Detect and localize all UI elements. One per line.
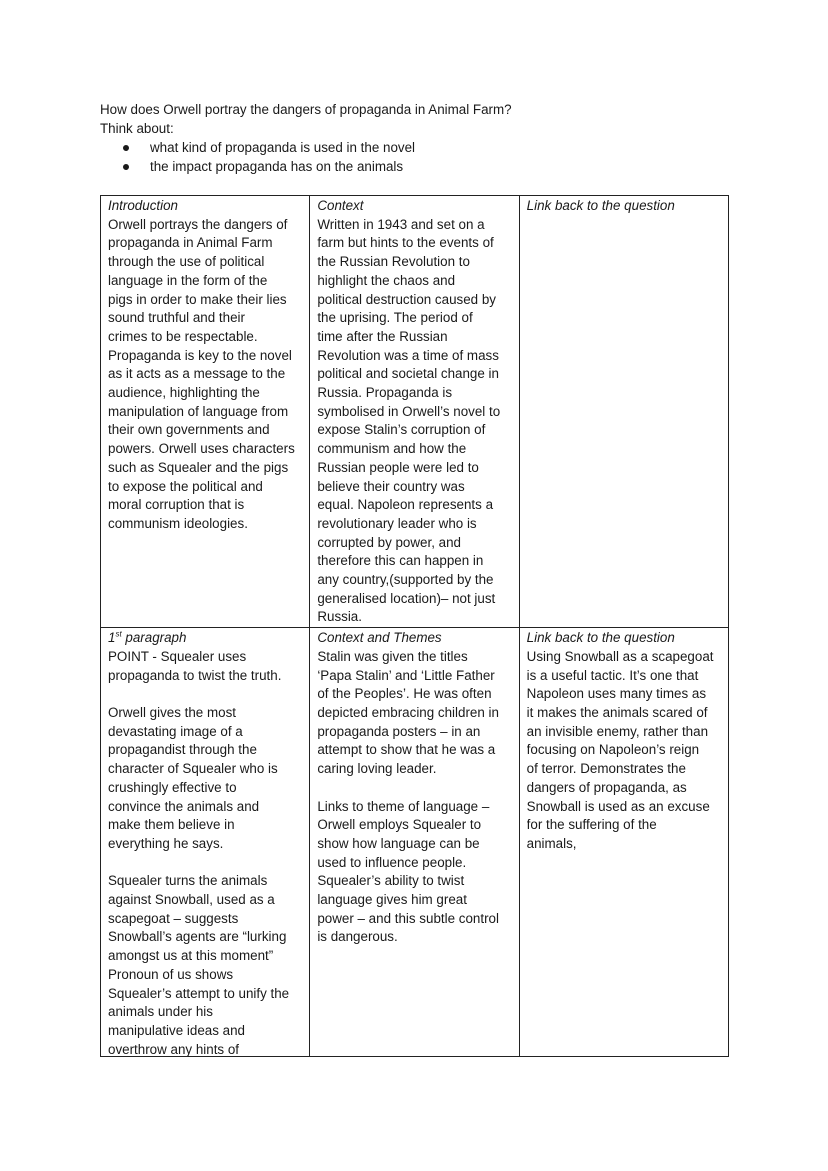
table-row	[101, 196, 729, 628]
cell-heading: Link back to the question	[526, 198, 675, 213]
prompt-bullet-list	[100, 138, 740, 176]
cell-body: POINT - Squealer uses propaganda to twist the truth. Orwell gives the most devastating image of a propagandist through the character of Squealer who is crushingly effective to convince the animals and make them believe in everything he says. Squealer turns the animals against Snowball, used as a scapegoat – suggests Snowball’s agents are “lurking amongst us at this moment” Pronoun of us shows Squealer’s attempt to unify the animals under his manipulative ideas and overthrow any hints of	[108, 648, 290, 1057]
essay-plan-table	[100, 195, 729, 1057]
cell-heading: Link back to the question	[526, 630, 675, 646]
cell-heading: Introduction	[108, 198, 178, 213]
introduction-cell	[101, 196, 310, 628]
context-themes-cell	[310, 628, 519, 1057]
prompt-bullet: the impact propaganda has on the animals	[150, 157, 740, 176]
prompt-bullet: what kind of propaganda is used in the novel	[150, 138, 740, 157]
link-back-cell	[519, 196, 728, 628]
link-back-cell	[519, 628, 728, 1057]
think-about-label: Think about:	[100, 121, 174, 136]
cell-body: Using Snowball as a scapegoat is a useful tactic. It’s one that Napoleon uses many times as it makes the animals scared of an invisible enemy, rather than focusing on Napoleon’s reign of terror. Demonstrates the dangers of propaganda, as Snowball is used as an excuse for the suffering of the animals,	[526, 648, 714, 851]
cell-body: Written in 1943 and set on a farm but hints to the events of the Russian Revolution to highlight the chaos and political destruction caused by the uprising. The period of time after the Russian Revolution was a time of mass political and societal change in Russia. Propaganda is symbolised in Orwell’s novel to expose Stalin’s corruption of communism and how the Russian people were led to believe their country was equal. Napoleon represents a revolutionary leader who is corrupted by power, and therefore this can happen in any country,(supported by the generalised location)– not just Russia.	[317, 216, 501, 625]
assignment-header	[100, 100, 740, 176]
cell-heading: 1st paragraph	[108, 629, 187, 646]
table-row	[101, 628, 729, 1057]
cell-body: Stalin was given the titles ‘Papa Stalin’ and ‘Little Father of the Peoples’. He was often depicted embracing children in propaganda posters – in an attempt to show that he was a caring loving leader. Links to theme of language – Orwell employs Squealer to show how language can be used to influence people. Squealer’s ability to twist language gives him great power – and this subtle control is dangerous.	[317, 648, 499, 945]
essay-question: How does Orwell portray the dangers of propaganda in Animal Farm?	[100, 102, 512, 117]
context-cell	[310, 196, 519, 628]
first-paragraph-cell	[101, 628, 310, 1057]
cell-heading: Context	[317, 198, 364, 213]
cell-body: Orwell portrays the dangers of propaganda in Animal Farm through the use of political language in the form of the pigs in order to make their lies sound truthful and their crimes to be respectable. Propaganda is key to the novel as it acts as a message to the audience, highlighting the manipulation of language from their own governments and powers. Orwell uses characters such as Squealer and the pigs to expose the political and moral corruption that is communism ideologies.	[108, 216, 295, 531]
cell-heading: Context and Themes	[317, 630, 442, 646]
